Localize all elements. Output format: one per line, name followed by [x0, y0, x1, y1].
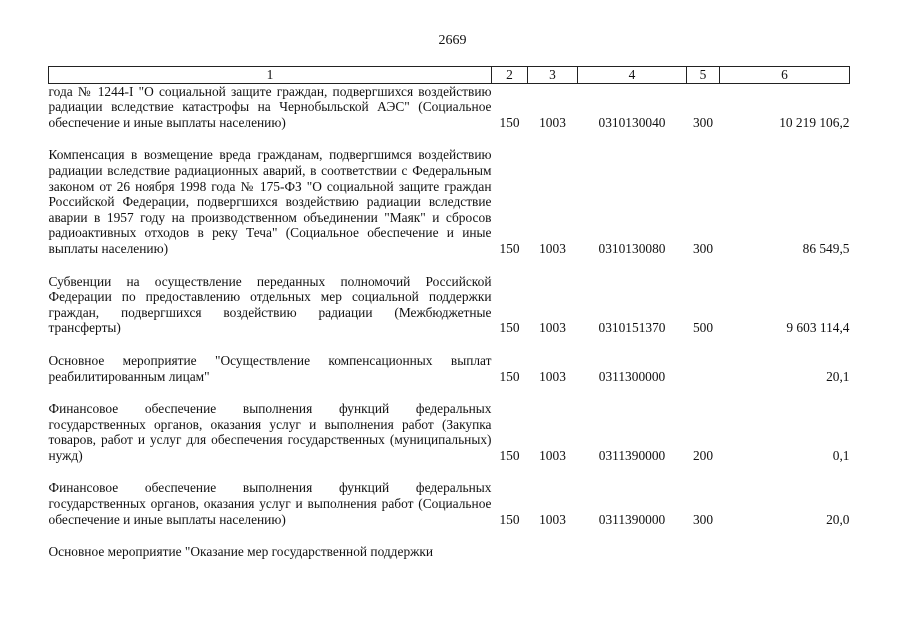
row-vr: 300	[692, 511, 714, 527]
col-header-1: 1	[49, 67, 492, 84]
row-gr	[492, 544, 528, 560]
col-header-3: 3	[528, 67, 578, 84]
row-gr: 150	[499, 114, 520, 130]
col-header-2: 2	[492, 67, 528, 84]
col-header-5: 5	[687, 67, 720, 84]
row-name: Финансовое обеспечение выполнения функций федеральных государственных органов, оказания услуг и выполнения работ (Социальное обеспечение и иные выплаты населению)	[48, 480, 492, 527]
row-csr: 0310130040	[598, 114, 666, 130]
row-csr: 0311390000	[598, 511, 666, 527]
row-sum: 10 219 106,2	[779, 114, 850, 130]
table-row	[49, 353, 850, 384]
row-gr: 150	[499, 320, 520, 336]
row-rz: 1003	[539, 511, 566, 527]
row-gr: 150	[499, 368, 520, 384]
table-row	[49, 147, 850, 256]
row-csr: 0310151370	[598, 320, 666, 336]
row-vr: 300	[692, 240, 714, 256]
row-gr: 150	[499, 511, 520, 527]
row-csr: 0311390000	[598, 447, 666, 463]
col-header-6: 6	[720, 67, 850, 84]
row-rz	[528, 544, 578, 560]
table-header-row	[49, 67, 850, 84]
row-name: Компенсация в возмещение вреда гражданам, подвергшимся воздействию радиации вследствие радиационных аварий, в соответствии с Федеральным законом от 26 ноября 1998 года № 175-ФЗ "О социальной защите граждан Российской Федерации, подвергшихся воздействию радиации вследствие аварии в 1957 году на производственном объединении "Маяк" и сбросов радиоактивных отходов в реку Теча" (Социальное обеспечение и иные выплаты населению)	[48, 147, 492, 256]
row-sum: 20,0	[826, 511, 850, 527]
row-rz: 1003	[539, 368, 566, 384]
row-gr: 150	[499, 240, 520, 256]
row-name: года № 1244-I "О социальной защите граждан, подвергшихся воздействию радиации вследствие катастрофы на Чернобыльской АЭС" (Социальное обеспечение и иные выплаты населению)	[48, 83, 492, 130]
row-csr: 0310130080	[598, 240, 666, 256]
table-row	[49, 544, 850, 560]
row-csr: 0311300000	[598, 368, 666, 384]
col-header-4: 4	[578, 67, 687, 84]
table-row	[49, 83, 850, 130]
row-sum	[720, 544, 850, 560]
row-rz: 1003	[539, 240, 566, 256]
row-sum: 86 549,5	[802, 240, 850, 256]
row-name: Субвенции на осуществление переданных полномочий Российской Федерации по предоставлению отдельных мер социальной поддержки граждан, подвергшихся воздействию радиации (Межбюджетные трансферты)	[48, 273, 492, 336]
table-row	[49, 274, 850, 336]
row-sum: 9 603 114,4	[786, 320, 850, 336]
row-sum: 0,1	[832, 447, 850, 463]
row-name: Основное мероприятие "Осуществление компенсационных выплат реабилитированным лицам"	[48, 352, 492, 384]
row-vr	[687, 353, 720, 384]
page-number: 2669	[438, 33, 467, 48]
row-vr	[687, 544, 720, 560]
row-vr: 200	[692, 447, 714, 463]
row-name: Финансовое обеспечение выполнения функций федеральных государственных органов, оказания услуг и выполнения работ (Закупка товаров, работ и услуг для обеспечения государственных (муниципальных) нужд)	[48, 401, 492, 463]
table-row	[49, 480, 850, 527]
table-row	[49, 401, 850, 463]
row-rz: 1003	[539, 320, 566, 336]
row-name: Основное мероприятие "Оказание мер государственной поддержки	[48, 544, 434, 560]
row-sum: 20,1	[826, 368, 850, 384]
row-gr: 150	[499, 447, 520, 463]
budget-table	[48, 66, 850, 560]
row-csr	[578, 544, 687, 560]
row-rz: 1003	[539, 447, 566, 463]
row-vr: 500	[692, 320, 714, 336]
row-rz: 1003	[539, 114, 566, 130]
row-vr: 300	[692, 114, 714, 130]
